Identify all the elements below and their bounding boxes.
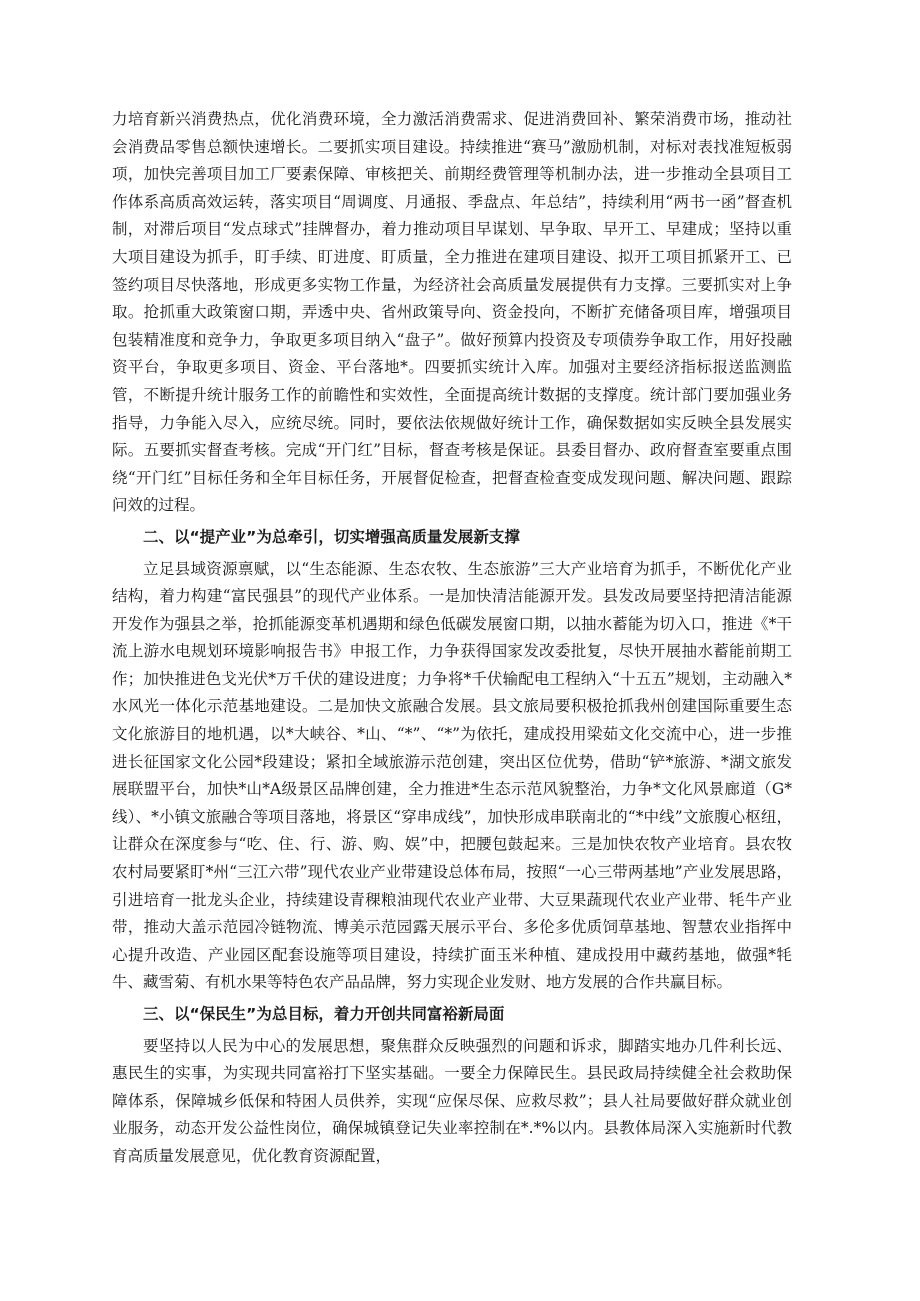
body-paragraph-2: 立足县域资源禀赋，以“生态能源、生态农牧、生态旅游”三大产业培育为抓手，不断优化产业结构，着力构建“富民强县”的现代产业体系。一是加快清洁能源开发。县发改局要坚持把清洁能源开发作为强县之举，抢抓能源变革机遇期和绿色低碳发展窗口期，以抽水蓄能为切入口，推进《*干流上游水电规划环境影响报告书》申报工作，力争获得国家发改委批复，尽快开展抽水蓄能前期工作；加快推进色戈光伏*万千伏的建设进度；力争将*千伏输配电工程纳入“十五五”规划，主动融入*水风光一体化示范基地建设。二是加快文旅融合发展。县文旅局要积极抢抓我州创建国际重要生态文化旅游目的地机遇，以*大峡谷、*山、“*”、“*”为依托，建成投用梁茹文化交流中心，进一步推进长征国家文化公园*段建设；紧扣全域旅游示范创建，突出区位优势，借助“铲*旅游、*湖文旅发展联盟平台，加快*山*A级景区品牌创建，全力推进*生态示范风貌整治，力争*文化风景廊道（G*线）、*小镇文旅融合等项目落地，将景区“穿串成线”，加快形成串联南北的“*中线”文旅腹心枢纽，让群众在深度参与“吃、住、行、游、购、娱”中，把腰包鼓起来。三是加快农牧产业培育。县农牧农村局要紧盯*州“三江六带”现代农业产业带建设总体布局，按照“一心三带两基地”产业发展思路，引进培育一批龙头企业，持续建设青稞粮油现代农业产业带、大豆果蔬现代农业产业带、牦牛产业带，推动大盖示范园冷链物流、博美示范园露天展示平台、多伦多优质饲草基地、智慧农业指挥中心提升改造、产业园区配套设施等项目建设，持续扩面玉米种植、建成投用中藏药基地，做强*牦牛、藏雪菊、有机水果等特色农产品品牌，努力实现企业发财、地方发展的合作共赢目标。 bbox=[112, 559, 792, 992]
document-page bbox=[112, 106, 792, 1171]
section-heading-2: 二、以“提产业”为总牵引，切实增强高质量发展新支撑 bbox=[143, 527, 520, 546]
section-heading-3: 三、以“保民生”为总目标，着力开创共同富裕新局面 bbox=[143, 1005, 505, 1023]
body-paragraph-3: 要坚持以人民为中心的发展思想，聚焦群众反映强烈的问题和诉求，脚踏实地办几件利长远、惠民生的实事，为实现共同富裕打下坚实基础。一要全力保障民生。县民政局持续健全社会救助保障体系，保障城乡低保和特困人员供养，实现“应保尽保、应救尽救”；县人社局要做好群众就业创业服务，动态开发公益性岗位，确保城镇登记失业率控制在*.*%以内。县教体局深入实施新时代教育高质量发展意见，优化教育资源配置， bbox=[112, 1036, 792, 1165]
body-paragraph-1: 力培育新兴消费热点，优化消费环境，全力激活消费需求、促进消费回补、繁荣消费市场，推动社会消费品零售总额快速增长。二要抓实项目建设。持续推进“赛马”激励机制，对标对表找准短板弱项，加快完善项目加工厂要素保障、审核把关、前期经费管理等机制办法，进一步推动全县项目工作体系高质高效运转，落实项目“周调度、月通报、季盘点、年总结”，持续利用“两书一函”督查机制，对滞后项目“发点球式”挂牌督办，着力推动项目早谋划、早争取、早开工、早建成；坚持以重大项目建设为抓手，盯手续、盯进度、盯质量，全力推进在建项目建设、拟开工项目抓紧开工、已签约项目尽快落地，形成更多实物工作量，为经济社会高质量发展提供有力支撑。三要抓实对上争取。抢抓重大政策窗口期，弄透中央、省州政策导向、资金投向，不断扩充储备项目库，增强项目包装精准度和竞争力，争取更多项目纳入“盘子”。做好预算内投资及专项债券争取工作，用好投融资平台，争取更多项目、资金、平台落地*。四要抓实统计入库。加强对主要经济指标报送监测监管，不断提升统计服务工作的前瞻性和实效性，全面提高统计数据的支撑度。统计部门要加强业务指导，力争能入尽入，应统尽统。同时，要依法依规做好统计工作，确保数据如实反映全县发展实际。五要抓实督查考核。完成“开门红”目标，督查考核是保证。县委目督办、政府督查室要重点围绕“开门红”目标任务和全年目标任务，开展督促检查，把督查检查变成发现问题、解决问题、跟踪问效的过程。 bbox=[112, 110, 792, 515]
